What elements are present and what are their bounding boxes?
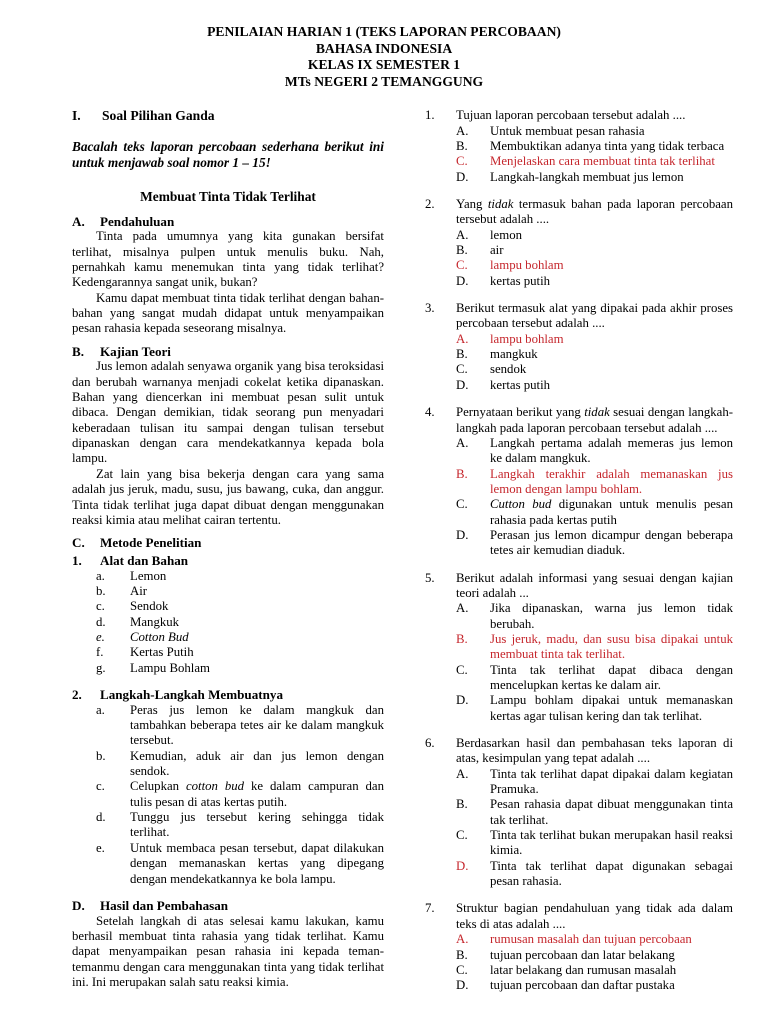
list-item <box>72 615 384 630</box>
text-run: Pesan rahasia dapat dibuat menggunakan tinta tak terlihat. <box>490 797 733 827</box>
paragraph <box>72 359 384 466</box>
heading-label: C. <box>72 535 85 551</box>
list-item <box>72 810 384 841</box>
option-text <box>490 170 733 185</box>
text-run: tujuan percobaan dan daftar pustaka <box>490 978 675 993</box>
text-run: Langkah-langkah membuat jus lemon <box>490 169 684 184</box>
option-letter: B. <box>456 466 468 481</box>
answer-option <box>456 347 733 362</box>
text-run: Berikut termasuk alat yang dipakai pada akhir proses percobaan tersebut adalah .... <box>456 301 733 331</box>
text-run: kertas putih <box>490 377 551 392</box>
item-letter: f. <box>96 645 104 660</box>
text-run: sesuai dengan langkah-langkah pada laporan percobaan tersebut adalah .... <box>456 405 733 435</box>
option-text <box>490 663 733 694</box>
question-body <box>456 108 733 185</box>
text-run: Tinta tak terlihat dapat dipakai dalam kegiatan Pramuka. <box>490 766 733 797</box>
heading-label: 1. <box>72 552 82 568</box>
question-stem <box>456 901 733 932</box>
question <box>425 736 733 889</box>
multiple-choice-section-heading <box>72 108 384 124</box>
option-letter: A. <box>456 227 469 242</box>
option-letter: B. <box>456 797 468 812</box>
text-run: Jika dipanaskan, warna jus lemon tidak berubah. <box>490 601 733 631</box>
answer-option <box>456 154 733 169</box>
question <box>425 901 733 993</box>
question-number: 2. <box>425 197 435 212</box>
question-number: 7. <box>425 901 435 916</box>
item-list <box>72 703 384 887</box>
question-stem <box>456 571 733 602</box>
text-run: Cutton bud <box>490 497 552 512</box>
answer-option <box>456 767 733 798</box>
list-item <box>72 630 384 645</box>
text-run: Tujuan laporan percobaan tersebut adalah .... <box>456 108 686 123</box>
option-letter: C. <box>456 662 468 677</box>
item-text <box>130 615 384 630</box>
question-body <box>456 736 733 889</box>
text-run: Celupkan <box>130 779 186 794</box>
text-run: Setelah langkah di atas selesai kamu lakukan, kamu berhasil membuat tinta rahasia yang tidak terlihat. Kamu dapat menyampaikan pesan rahasia ini kepada teman-temanmu dengan cara menggunakan tinta yang tidak terlihat ini. Ini merupakan salah satu reaksi kimia. <box>72 913 384 989</box>
item-letter: d. <box>96 614 106 629</box>
option-letter: A. <box>456 435 469 450</box>
text-run: Kemudian, aduk air dan jus lemon dengan sendok. <box>130 748 384 779</box>
subsection-heading <box>72 535 384 551</box>
answer-option <box>456 632 733 663</box>
subsection-heading <box>72 553 384 569</box>
question-body <box>456 301 733 393</box>
text-run: air <box>490 243 504 258</box>
question-number: 1. <box>425 108 435 123</box>
option-text <box>490 274 733 289</box>
question-body <box>456 197 733 289</box>
text-run: Berikut adalah informasi yang sesuai dengan kajian teori adalah ... <box>456 570 733 600</box>
question-body <box>456 405 733 558</box>
list-item <box>72 599 384 614</box>
text-run: Lampu Bohlam <box>130 660 210 675</box>
item-letter: c. <box>96 599 105 614</box>
option-text <box>490 601 733 632</box>
answer-option <box>456 978 733 993</box>
text-run: Struktur bagian pendahuluan yang tidak ada dalam teks di atas adalah .... <box>456 901 733 931</box>
answer-option <box>456 528 733 559</box>
option-text <box>490 362 733 377</box>
text-run: Lampu bohlam dipakai untuk memanaskan kertas agar tulisan kering dan tak terlihat. <box>490 693 733 723</box>
text-run: Tunggu jus tersebut kering sehingga tidak terlihat. <box>130 810 384 840</box>
text-run: Tinta tak terlihat dapat digunakan sebagai pesan rahasia. <box>490 858 733 889</box>
text-run: termasuk bahan pada laporan percobaan tersebut adalah .... <box>456 197 734 227</box>
option-letter: C. <box>456 962 468 977</box>
section-title: Soal Pilihan Ganda <box>102 108 215 124</box>
text-run: ke dalam campuran dan tulis pesan di atas kertas putih. <box>130 779 385 809</box>
text-run: Pernyataan berikut yang <box>456 405 585 420</box>
text-run: Yang <box>456 197 488 212</box>
option-text <box>490 948 733 963</box>
answer-option <box>456 243 733 258</box>
text-run: Sendok <box>130 599 169 614</box>
option-letter: B. <box>456 347 468 362</box>
option-text <box>490 347 733 362</box>
answer-option <box>456 601 733 632</box>
section-number: I. <box>72 108 81 124</box>
question-body <box>456 571 733 724</box>
item-text <box>130 661 384 676</box>
list-item <box>72 645 384 660</box>
question <box>425 301 733 393</box>
header-line: BAHASA INDONESIA <box>315 40 453 56</box>
question <box>425 571 733 724</box>
question-stem <box>456 197 733 228</box>
text-run: latar belakang dan rumusan masalah <box>490 962 677 977</box>
answer-option <box>456 362 733 377</box>
item-text <box>130 841 384 887</box>
item-text <box>130 703 384 749</box>
item-letter: e. <box>96 840 105 855</box>
option-text <box>490 767 733 798</box>
list-item <box>72 779 384 810</box>
header-line: PENILAIAN HARIAN 1 (TEKS LAPORAN PERCOBAAN) <box>207 24 561 39</box>
heading-label: A. <box>72 213 85 229</box>
item-letter: e. <box>96 629 105 644</box>
option-text <box>490 497 733 528</box>
list-item <box>72 569 384 584</box>
text-run: cotton bud <box>185 779 245 794</box>
option-letter: C. <box>456 497 468 512</box>
heading-title: Hasil dan Pembahasan <box>100 897 229 913</box>
question-number: 5. <box>425 570 435 585</box>
question-stem <box>456 736 733 767</box>
paragraph <box>72 229 384 290</box>
option-text <box>490 693 733 724</box>
item-letter: a. <box>96 568 105 583</box>
text-run: Membuktikan adanya tinta yang tidak terbaca <box>490 139 725 153</box>
option-text <box>490 632 733 663</box>
item-text <box>130 584 384 599</box>
question <box>425 197 733 289</box>
answer-option <box>456 274 733 289</box>
text-run: Mangkuk <box>130 614 180 629</box>
item-letter: g. <box>96 660 106 675</box>
question-body <box>456 901 733 993</box>
option-text <box>490 243 733 258</box>
paragraph <box>72 291 384 337</box>
right-column <box>425 108 733 993</box>
left-column <box>72 108 384 993</box>
option-text <box>490 154 733 169</box>
option-text <box>490 258 733 273</box>
answer-option <box>456 467 733 498</box>
item-letter: a. <box>96 702 105 717</box>
option-letter: C. <box>456 828 468 843</box>
item-text <box>130 569 384 584</box>
text-run: Peras jus lemon ke dalam mangkuk dan tambahkan beberapa tetes air ke dalam mangkuk tersebut. <box>130 702 384 748</box>
subsection-heading <box>72 898 384 914</box>
answer-option <box>456 797 733 828</box>
questions-list <box>425 108 733 993</box>
question-number: 4. <box>425 405 435 420</box>
report-title: Membuat Tinta Tidak Terlihat <box>140 188 316 204</box>
question <box>425 405 733 558</box>
item-text <box>130 599 384 614</box>
text-run: Jus lemon adalah senyawa organik yang bisa teroksidasi dan berubah warnanya menjadi cokelat ketika dipanaskan. Bahan yang diencerkan ini membuat pesan sulit untuk dibaca. Dengan demikian, tidak seorang pun menyadari keberadaan tulisan itu sampai dengan tulisan tersebut dipanaskan dengan cara mendekatkannya kepada bola lampu. <box>72 359 384 466</box>
item-letter: d. <box>96 810 106 825</box>
option-letter: D. <box>456 273 469 288</box>
question-number: 6. <box>425 736 435 751</box>
text-run: tidak <box>487 197 514 212</box>
item-list <box>72 569 384 676</box>
option-letter: A. <box>456 932 469 947</box>
heading-title: Langkah-Langkah Membuatnya <box>100 687 283 703</box>
option-letter: D. <box>456 377 469 392</box>
answer-option <box>456 828 733 859</box>
option-text <box>490 528 733 559</box>
answer-option <box>456 124 733 139</box>
answer-option <box>456 693 733 724</box>
heading-label: 2. <box>72 687 82 703</box>
answer-option <box>456 139 733 154</box>
answer-option <box>456 497 733 528</box>
question-number: 3. <box>425 301 435 316</box>
text-run: Tinta pada umumnya yang kita gunakan bersifat terlihat, misalnya pulpen untuk menulis buku. Nah, pernahkah kamu menemukan tinta yang tidak terlihat? Kedengarannya sangat unik, bukan? <box>72 229 384 290</box>
question-stem <box>456 405 733 436</box>
subsection-heading <box>72 214 384 230</box>
option-letter: B. <box>456 631 468 646</box>
text-run: Untuk membaca pesan tersebut, dapat dilakukan dengan memanaskan kertas yang dipegang dengan mendekatkannya ke bola lampu. <box>130 840 384 886</box>
question-stem <box>456 108 733 123</box>
answer-option <box>456 963 733 978</box>
text-run: Berdasarkan hasil dan pembahasan teks laporan di atas, kesimpulan yang tepat adalah .... <box>456 736 733 766</box>
answer-option <box>456 948 733 963</box>
list-item <box>72 749 384 780</box>
list-item <box>72 584 384 599</box>
text-run: Cotton Bud <box>130 629 189 644</box>
text-run: lampu bohlam <box>490 331 564 346</box>
text-run: Perasan jus lemon dicampur dengan beberapa tetes air kemudian diaduk. <box>490 527 733 558</box>
text-run: Menjelaskan cara membuat tinta tak terlihat <box>490 154 715 169</box>
text-run: Langkah pertama adalah memeras jus lemon ke dalam mangkuk. <box>490 435 733 466</box>
text-run: Untuk membuat pesan rahasia <box>490 123 645 138</box>
instruction-text: Bacalah teks laporan percobaan sederhana berikut ini untuk menjawab soal nomor 1 – 15! <box>72 138 384 170</box>
answer-option <box>456 436 733 467</box>
text-run: Air <box>130 583 148 598</box>
heading-title: Pendahuluan <box>100 213 175 229</box>
heading-label: B. <box>72 343 85 359</box>
option-letter: B. <box>456 947 468 962</box>
item-text <box>130 779 384 810</box>
text-run: kertas putih <box>490 273 551 288</box>
header-line: KELAS IX SEMESTER 1 <box>307 57 461 73</box>
text-run: sendok <box>490 362 527 377</box>
heading-title: Kajian Teori <box>100 343 171 359</box>
option-letter: D. <box>456 858 469 873</box>
option-text <box>490 436 733 467</box>
option-text <box>490 932 733 947</box>
heading-title: Metode Penelitian <box>100 535 202 551</box>
option-letter: C. <box>456 362 468 377</box>
option-letter: D. <box>456 693 469 708</box>
item-text <box>130 749 384 780</box>
answer-option <box>456 663 733 694</box>
option-letter: D. <box>456 527 469 542</box>
paragraph <box>72 914 384 991</box>
document-header <box>0 0 768 90</box>
answer-option <box>456 170 733 185</box>
option-text <box>490 228 733 243</box>
answer-option <box>456 859 733 890</box>
list-item <box>72 703 384 749</box>
option-letter: A. <box>456 766 469 781</box>
item-letter: c. <box>96 779 105 794</box>
question <box>425 108 733 185</box>
text-run: Tinta tak terlihat bukan merupakan hasil reaksi kimia. <box>490 828 733 858</box>
item-text <box>130 645 384 660</box>
paragraph <box>72 467 384 528</box>
subsection-heading <box>72 344 384 360</box>
text-run: mangkuk <box>490 347 538 362</box>
option-letter: A. <box>456 331 469 346</box>
question-stem <box>456 301 733 332</box>
text-run: tujuan percobaan dan latar belakang <box>490 947 675 962</box>
option-letter: B. <box>456 243 468 258</box>
left-column-blocks <box>72 214 384 991</box>
option-text <box>490 332 733 347</box>
content-columns <box>0 90 768 993</box>
list-item <box>72 841 384 887</box>
option-text <box>490 797 733 828</box>
text-run: digunakan untuk menulis pesan rahasia pada kertas putih <box>490 497 733 527</box>
answer-option <box>456 258 733 273</box>
answer-option <box>456 332 733 347</box>
option-letter: A. <box>456 123 469 138</box>
text-run: lampu bohlam <box>490 258 564 273</box>
text-run: Tinta tak terlihat dapat dibaca dengan mencelupkan kertas ke dalam air. <box>490 662 733 692</box>
item-text <box>130 810 384 841</box>
option-letter: A. <box>456 601 469 616</box>
option-letter: C. <box>456 258 468 273</box>
option-letter: D. <box>456 978 469 993</box>
option-text <box>490 124 733 139</box>
option-letter: C. <box>456 154 468 169</box>
option-text <box>490 859 733 890</box>
heading-label: D. <box>72 897 85 913</box>
text-run: Kertas Putih <box>130 645 194 660</box>
option-letter: B. <box>456 139 468 153</box>
item-letter: b. <box>96 583 106 598</box>
answer-option <box>456 378 733 393</box>
option-text <box>490 828 733 859</box>
answer-option <box>456 932 733 947</box>
list-item <box>72 661 384 676</box>
option-text <box>490 978 733 993</box>
text-run: tidak <box>584 405 610 420</box>
text-run: Zat lain yang bisa bekerja dengan cara yang sama adalah jus jeruk, madu, susu, jus bawang, cuka, dan anggur. Tinta tidak terlihat juga dapat dibuat dengan menggunakan reaksi kimia atau melihat cairan tertentu. <box>72 466 384 527</box>
heading-title: Alat dan Bahan <box>100 552 189 568</box>
item-letter: b. <box>96 748 106 763</box>
option-text <box>490 378 733 393</box>
text-run: Langkah terakhir adalah memanaskan jus lemon dengan lampu bohlam. <box>490 466 733 496</box>
answer-option <box>456 228 733 243</box>
option-text <box>490 963 733 978</box>
subsection-heading <box>72 687 384 703</box>
option-text <box>490 467 733 498</box>
option-text <box>490 139 733 154</box>
text-run: Jus jeruk, madu, dan susu bisa dipakai untuk membuat tinta tak terlihat. <box>490 631 733 662</box>
text-run: lemon <box>490 227 522 242</box>
item-text <box>130 630 384 645</box>
header-line: MTs NEGERI 2 TEMANGGUNG <box>284 73 484 89</box>
option-letter: D. <box>456 169 469 184</box>
text-run: Lemon <box>130 568 167 583</box>
text-run: Kamu dapat membuat tinta tidak terlihat dengan bahan-bahan yang sangat mudah didapat untuk menyampaikan pesan rahasia kepada seseorang misalnya. <box>72 290 384 336</box>
text-run: rumusan masalah dan tujuan percobaan <box>490 932 692 947</box>
